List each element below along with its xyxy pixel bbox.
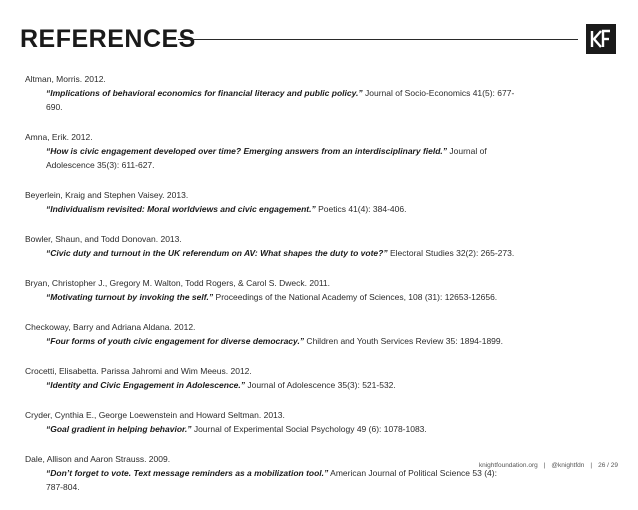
- page-header: [0, 0, 638, 60]
- reference-title: “How is civic engagement developed over time? Emerging answers from an interdisciplinary field.”: [46, 146, 448, 156]
- reference-title: “Don’t forget to vote. Text message reminders as a mobilization tool.”: [46, 468, 329, 478]
- reference-source: Journal of Socio-Economics 41(5): 677-690.: [46, 88, 515, 112]
- reference-citation: [25, 144, 615, 172]
- reference-citation: [25, 246, 615, 260]
- kf-logo-icon: [586, 24, 616, 54]
- reference-title: “Implications of behavioral economics for financial literacy and public policy.”: [46, 88, 363, 98]
- reference-source: Children and Youth Services Review 35: 1894-1899.: [304, 336, 503, 346]
- reference-source: American Journal of Political Science 53 (4): 787-804.: [46, 468, 497, 492]
- reference-citation: [25, 290, 615, 304]
- reference-source: Journal of Adolescence 35(3): 521-532.: [245, 380, 396, 390]
- reference-item: [25, 364, 615, 392]
- footer-site-link[interactable]: knightfoundation.org: [478, 462, 538, 469]
- reference-source: Poetics 41(4): 384-406.: [315, 204, 407, 214]
- reference-authors: Amna, Erik. 2012.: [25, 132, 93, 142]
- reference-authors: Bryan, Christopher J., Gregory M. Walton, Todd Rogers, & Carol S. Dweck. 2011.: [25, 278, 331, 288]
- reference-title: “Goal gradient in helping behavior.”: [46, 424, 192, 434]
- footer-handle-link[interactable]: @knightfdn: [551, 462, 585, 469]
- reference-citation: [25, 422, 615, 436]
- reference-item: [25, 408, 615, 436]
- reference-authors: Crocetti, Elisabetta. Parissa Jahromi and Wim Meeus. 2012.: [25, 366, 252, 376]
- reference-item: [25, 130, 615, 172]
- reference-source: Electoral Studies 32(2): 265-273.: [387, 248, 515, 258]
- kf-logo-glyph: [590, 29, 612, 49]
- page-title: REFERENCES: [20, 25, 196, 53]
- reference-source: Journal of Experimental Social Psychology 49 (6): 1078-1083.: [191, 424, 427, 434]
- reference-item: [25, 320, 615, 348]
- page-number: 26 / 29: [598, 462, 618, 469]
- reference-authors: Beyerlein, Kraig and Stephen Vaisey. 2013.: [25, 190, 189, 200]
- reference-title: “Motivating turnout by invoking the self.”: [46, 292, 214, 302]
- reference-authors: Bowler, Shaun, and Todd Donovan. 2013.: [25, 234, 182, 244]
- reference-citation: [25, 378, 615, 392]
- reference-item: [25, 232, 615, 260]
- header-rule: [178, 39, 578, 40]
- reference-citation: [25, 202, 615, 216]
- reference-authors: Dale, Allison and Aaron Strauss. 2009.: [25, 454, 171, 464]
- reference-title: “Identity and Civic Engagement in Adolescence.”: [46, 380, 246, 390]
- reference-item: [25, 276, 615, 304]
- reference-authors: Checkoway, Barry and Adriana Aldana. 2012.: [25, 322, 196, 332]
- reference-citation: [25, 334, 615, 348]
- footer-separator: |: [590, 462, 593, 469]
- reference-title: “Individualism revisited: Moral worldviews and civic engagement.”: [46, 204, 316, 214]
- reference-list: [25, 72, 615, 510]
- reference-item: [25, 188, 615, 216]
- reference-authors: Cryder, Cynthia E., George Loewenstein and Howard Seltman. 2013.: [25, 410, 285, 420]
- reference-item: [25, 72, 615, 114]
- reference-authors: Altman, Morris. 2012.: [25, 74, 106, 84]
- footer-separator: |: [543, 462, 546, 469]
- reference-item: [25, 452, 615, 494]
- page-footer: [479, 461, 618, 471]
- reference-source: Proceedings of the National Academy of Sciences, 108 (31): 12653-12656.: [213, 292, 498, 302]
- reference-title: “Civic duty and turnout in the UK referendum on AV: What shapes the duty to vote?”: [46, 248, 388, 258]
- reference-source: Journal of Adolescence 35(3): 611-627.: [46, 146, 487, 170]
- reference-citation: [25, 86, 615, 114]
- reference-title: “Four forms of youth civic engagement for diverse democracy.”: [46, 336, 305, 346]
